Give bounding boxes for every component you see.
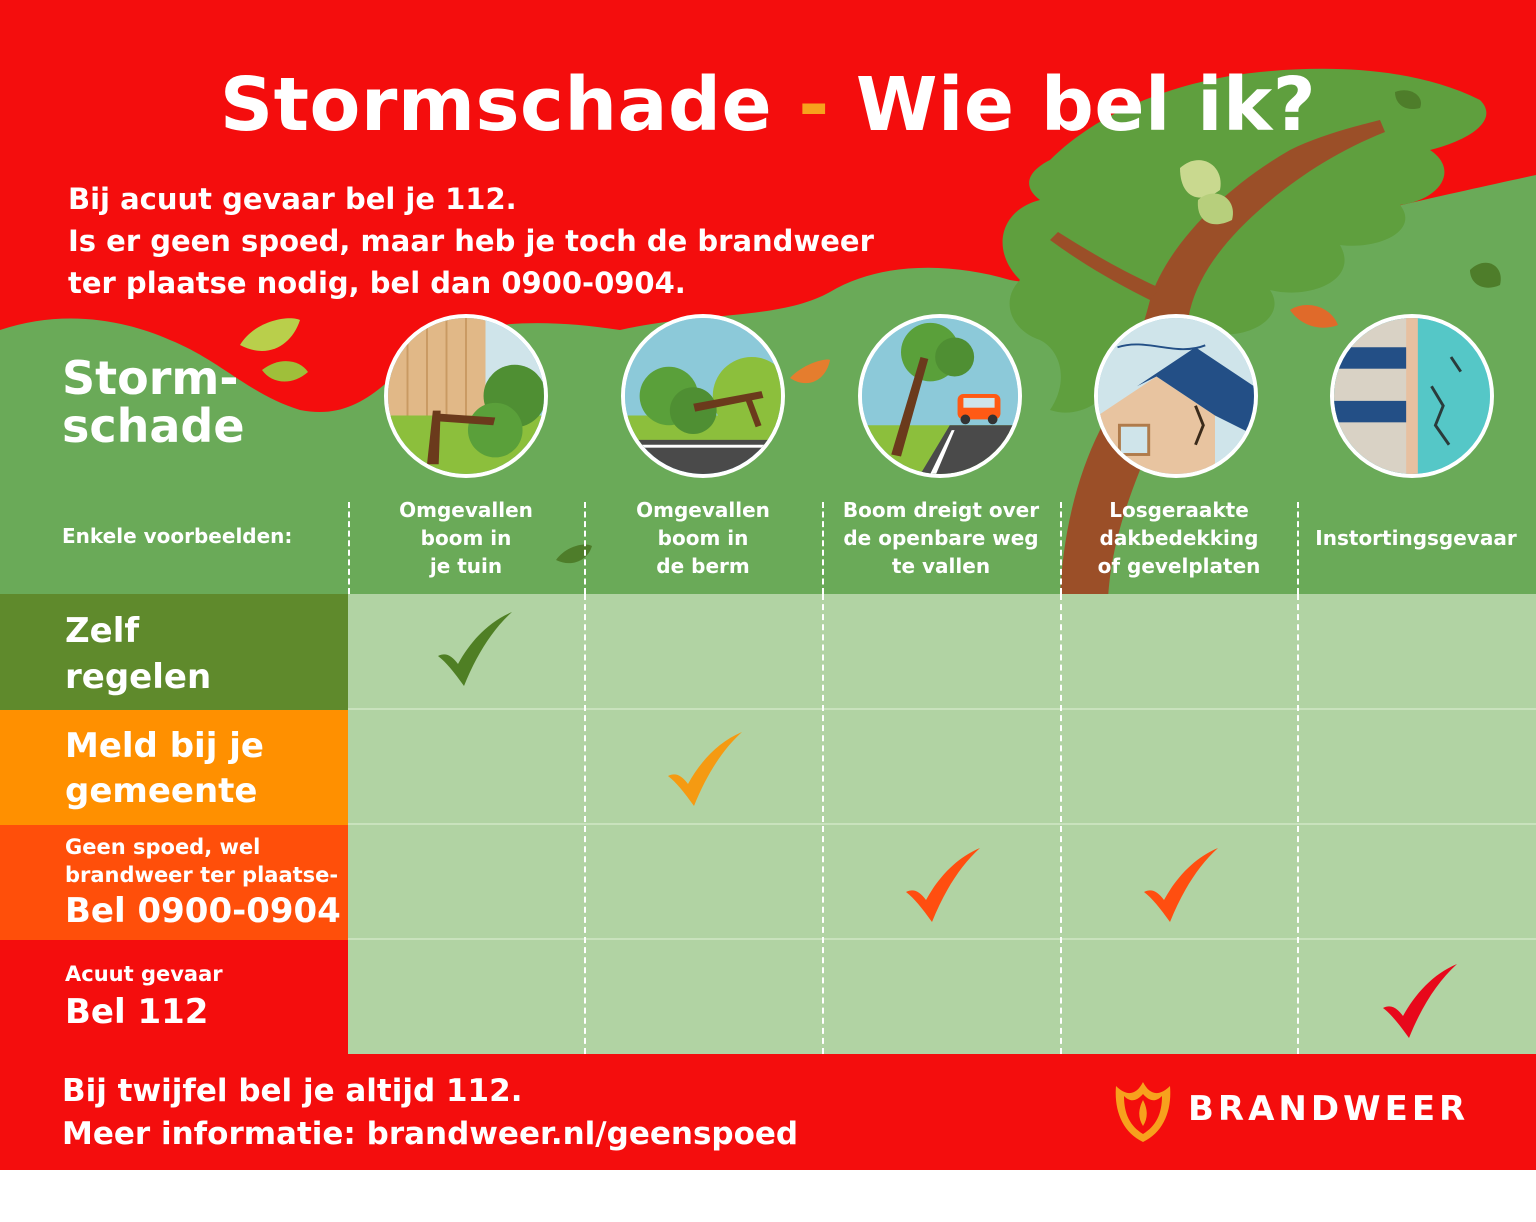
side-title-line-1: Storm- [62,351,239,405]
row-label-meld-gemeente: Meld bij je gemeente [0,710,348,825]
brand-logo [1112,1074,1469,1144]
row-label-zelf-regelen: Zelf regelen [0,594,348,710]
footer-text [62,1070,798,1156]
grid-row-divider [348,708,1536,710]
grid-column-divider [584,594,586,1054]
grid-row-divider [348,938,1536,940]
grid-column-divider [1060,594,1062,1054]
collapse-danger-icon [1330,314,1494,478]
intro-line-2: Is er geen spoed, maar heb je toch de brandweer [68,224,874,258]
column-label-5: Instortingsgevaar [1315,526,1517,550]
column-label-1: Omgevallen boom in je tuin [399,498,533,578]
leaf-8 [262,361,308,381]
column-label-3: Boom dreigt over de openbare weg te vallen [842,498,1040,578]
check-icon [666,732,746,808]
fallen-tree-roadside-icon [621,314,785,478]
grid-row-divider [348,823,1536,825]
header-separator [1060,502,1062,594]
grid-column-divider [822,594,824,1054]
page-title [0,62,1536,148]
examples-label: Enkele voorbeelden: [62,524,293,548]
side-title-line-2: schade [62,399,245,453]
row-label-bel-0900: Geen spoed, wel brandweer ter plaatse- Bel 0900-0904 [0,825,348,940]
check-icon [1142,848,1222,924]
brandweer-flame-logo-icon [1112,1074,1174,1144]
leaning-tree-road-icon [858,314,1022,478]
brand-name: BRANDWEER [1188,1089,1470,1129]
title-part1: Stormschade [219,62,773,148]
footer-line-1: Bij twijfel bel je altijd 112. [62,1073,523,1109]
header-separator [584,502,586,594]
footer-line-2: Meer informatie: brandweer.nl/geenspoed [62,1116,799,1152]
title-part2: Wie bel ik? [855,62,1317,148]
header-separator [822,502,824,594]
column-label-2: Omgevallen boom in de berm [636,498,770,578]
column-label-4: Losgeraakte dakbedekking of gevelplaten [1097,498,1261,578]
header-separator [1297,502,1299,594]
title-separator: - [798,62,830,148]
fallen-tree-garden-icon [384,314,548,478]
leaf-7 [240,318,300,351]
header-separator [348,502,350,594]
intro-line-3: ter plaatse nodig, bel dan 0900-0904. [68,266,686,300]
row-label-bel-112: Acuut gevaar Bel 112 [0,940,348,1054]
decision-grid [348,594,1536,1054]
damaged-roof-icon [1094,314,1258,478]
grid-column-divider [1297,594,1299,1054]
intro-text [68,178,874,304]
side-title [62,351,245,453]
intro-line-1: Bij acuut gevaar bel je 112. [68,182,517,216]
check-icon [436,612,516,688]
check-icon [904,848,984,924]
check-icon [1381,964,1461,1040]
